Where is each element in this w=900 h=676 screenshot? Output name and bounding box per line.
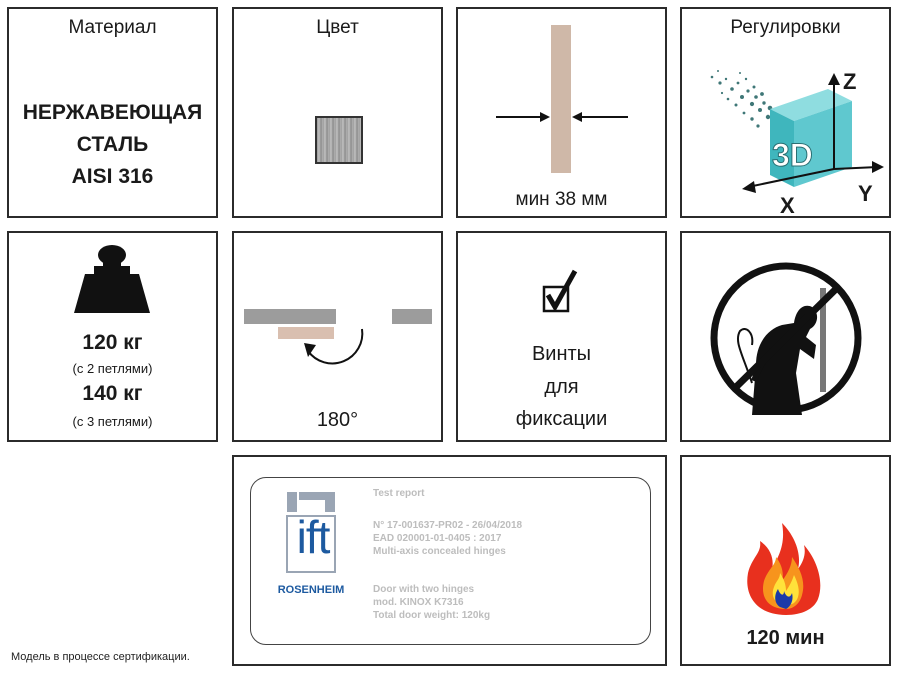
ift-logo-icon xyxy=(269,490,353,596)
thickness-card xyxy=(456,7,667,218)
screws-line-1: Винты xyxy=(531,343,592,365)
color-heading: Цвет xyxy=(316,17,359,38)
axis-z-label: Z xyxy=(843,69,857,94)
fire-rating-label: 120 мин xyxy=(746,627,825,649)
material-heading: Материал xyxy=(68,17,157,38)
thickness-label: мин 38 мм xyxy=(515,189,608,210)
screws-line-3: фиксации xyxy=(515,408,608,430)
fire-card xyxy=(680,455,891,666)
3d-badge: 3D xyxy=(772,137,813,173)
opening-angle-label: 180° xyxy=(316,409,359,431)
report-weight: Total door weight: 120kg xyxy=(373,610,491,621)
footnote: Модель в процессе сертификации. xyxy=(11,651,190,663)
opening-card xyxy=(232,231,443,442)
axis-y-label: Y xyxy=(858,181,873,206)
adjust-heading: Регулировки xyxy=(730,17,841,38)
adjust-card xyxy=(680,7,891,218)
report-model: mod. KINOX K7316 xyxy=(373,597,464,608)
material-line-1: НЕРЖАВЕЮЩАЯ xyxy=(22,101,203,124)
color-card xyxy=(232,7,443,218)
material-line-2: СТАЛЬ xyxy=(76,133,149,156)
certification-card xyxy=(232,455,667,666)
report-product: Multi-axis concealed hinges xyxy=(373,546,506,557)
rosenheim-label: ROSENHEIM xyxy=(277,584,345,596)
report-door: Door with two hinges xyxy=(373,584,475,595)
brushed-steel-swatch-icon xyxy=(315,116,363,164)
load-card xyxy=(7,231,218,442)
axis-x-label: X xyxy=(780,193,795,218)
screws-card xyxy=(456,231,667,442)
screws-line-2: для xyxy=(544,376,579,398)
children-card xyxy=(680,231,891,442)
material-line-3: AISI 316 xyxy=(71,165,154,188)
report-title: Test report xyxy=(373,488,425,499)
report-ead: EAD 020001-01-0405 : 2017 xyxy=(373,533,502,544)
weight-140: 140 кг xyxy=(82,382,143,405)
no-child-warning-icon xyxy=(682,233,893,444)
certificate-frame xyxy=(250,477,651,645)
report-number: N° 17-001637-PR02 - 26/04/2018 xyxy=(373,520,523,531)
material-card xyxy=(7,7,218,218)
weight-120: 120 кг xyxy=(82,331,143,354)
ift-logo-text: ift xyxy=(296,511,330,563)
weight-140-note: (с 3 петлями) xyxy=(72,414,153,429)
weight-120-note: (с 2 петлями) xyxy=(72,361,153,376)
